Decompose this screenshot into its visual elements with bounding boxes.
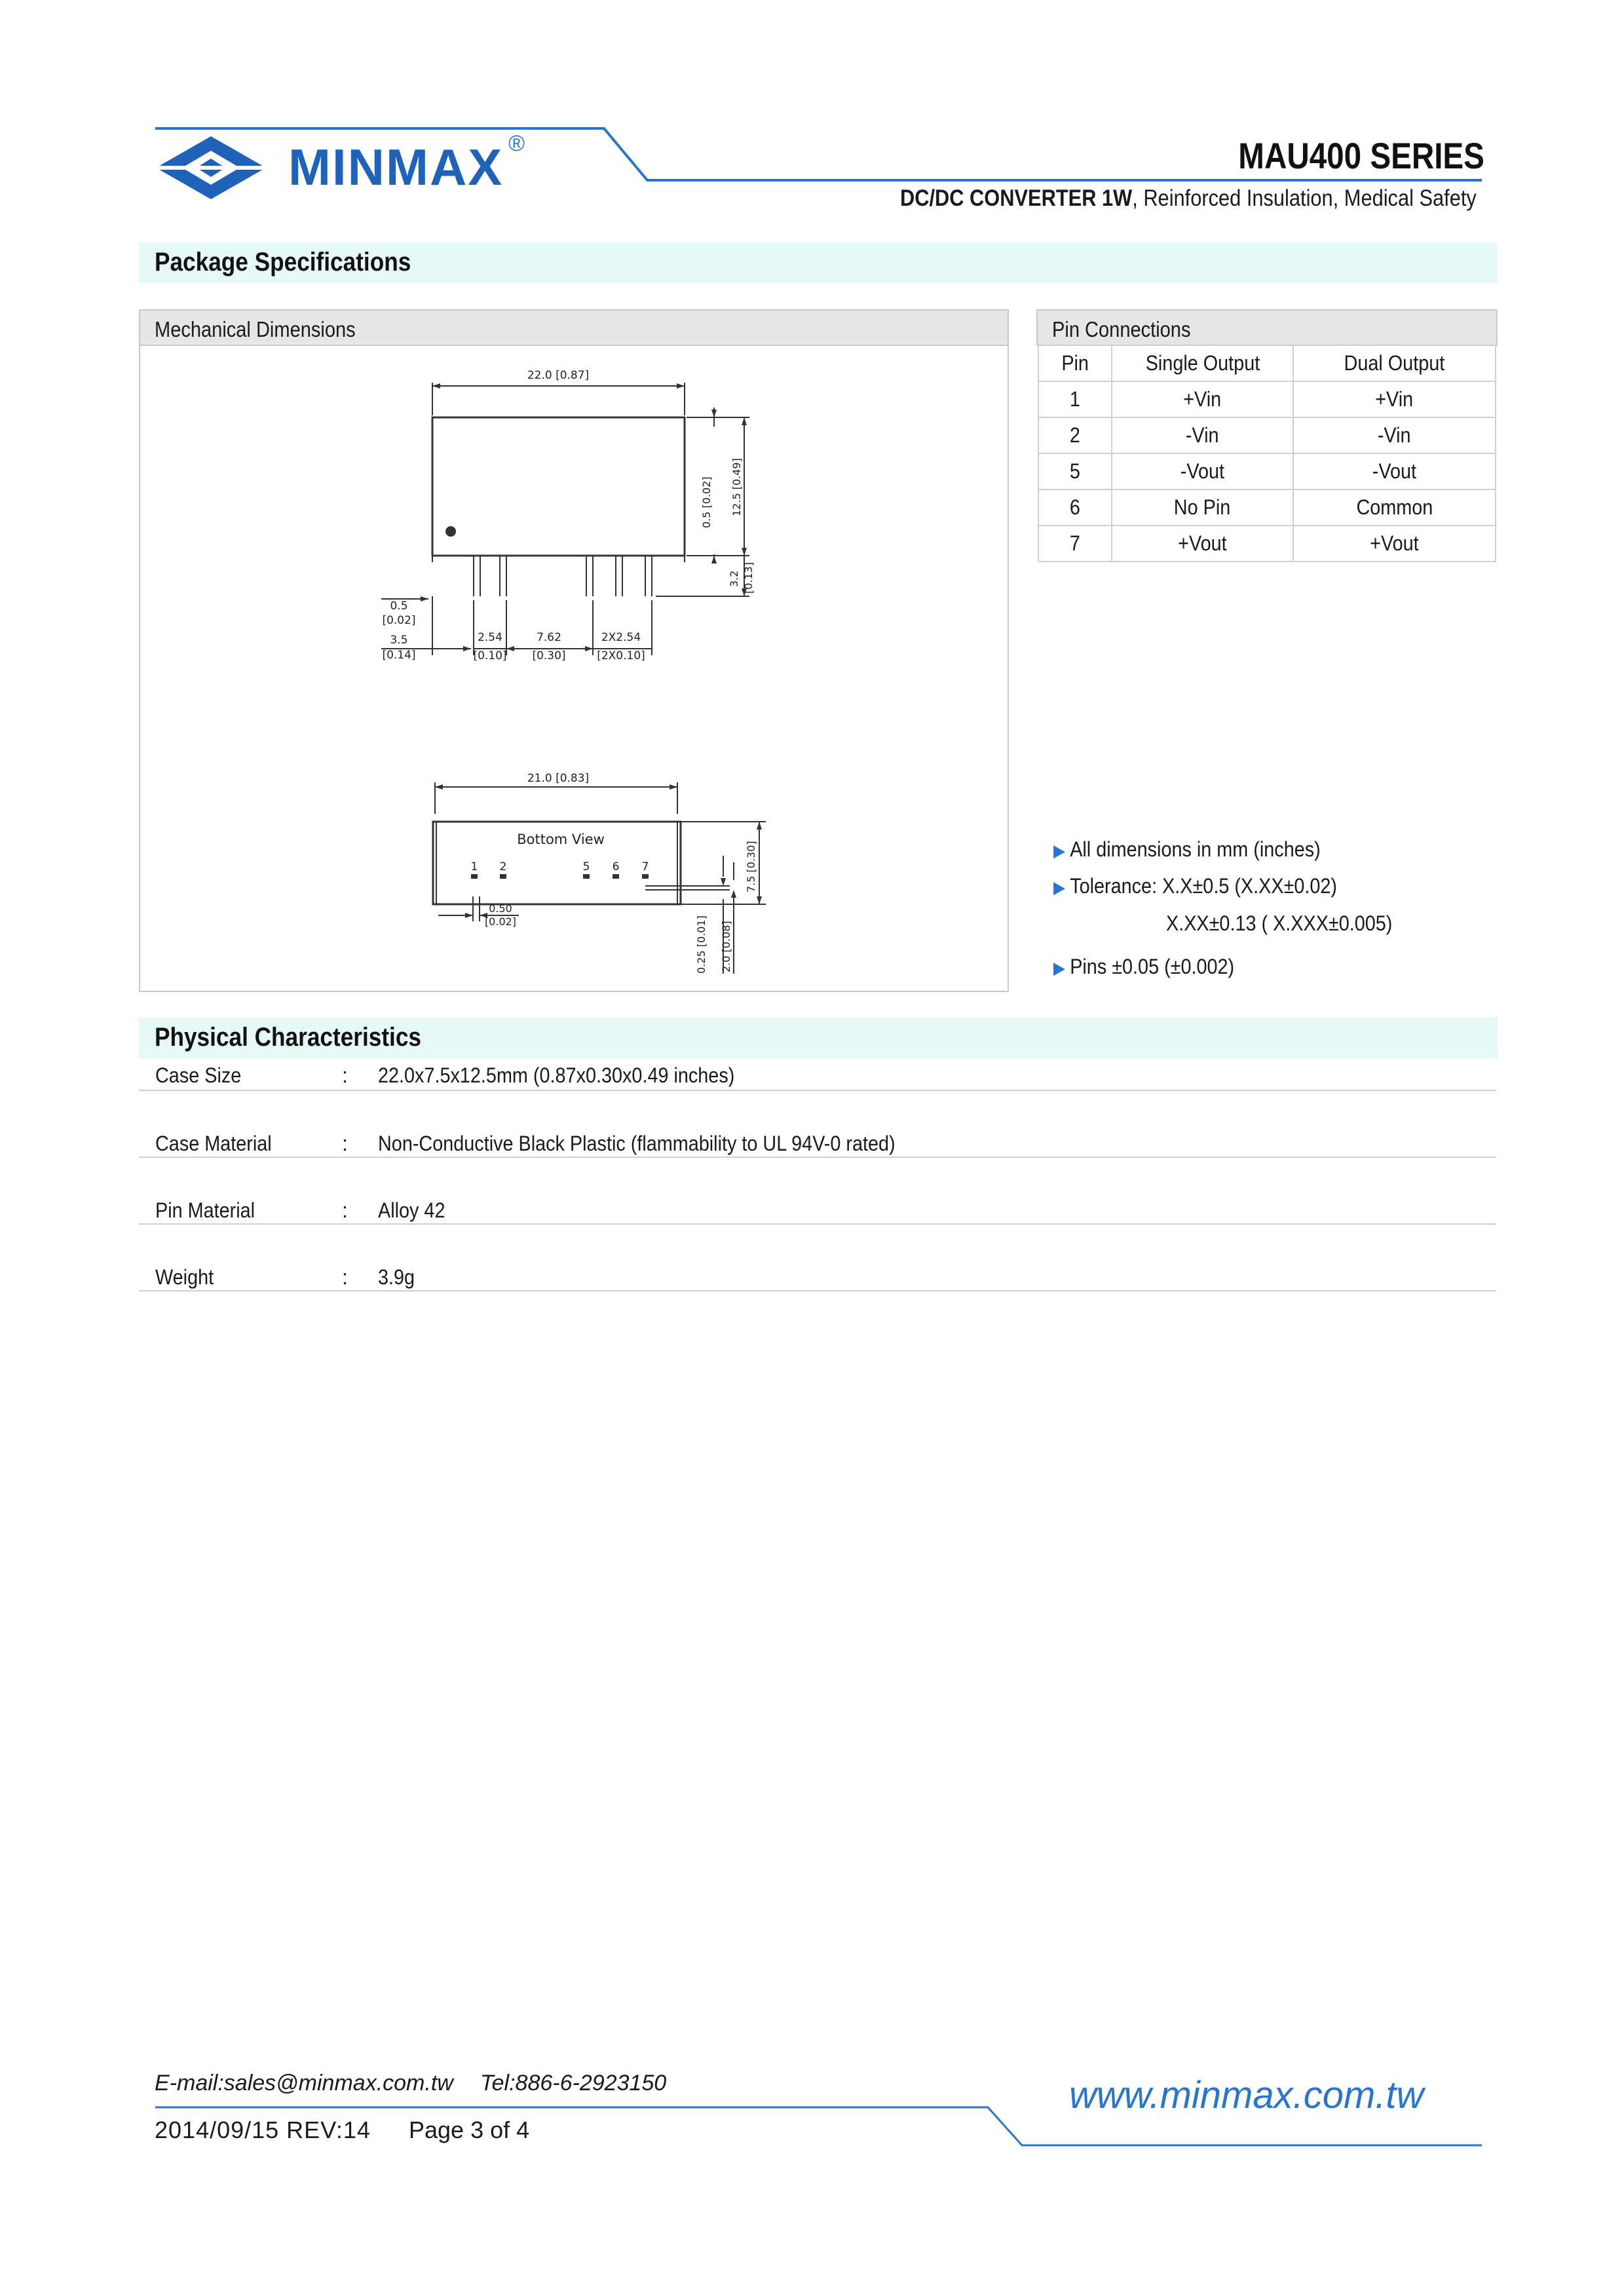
pin-number: 7 [1038,526,1112,562]
pin-connections-panel [1036,309,1498,346]
pin-col-header: Pin [1038,345,1112,381]
single-output-col-header: Single Output [1112,345,1293,381]
table-row [1038,417,1496,453]
dim-pin-depth: 2.0 [0.08] [720,921,732,972]
dim-height-total: 12.5 [0.49] [730,458,743,516]
single-output-function: -Vin [1112,417,1293,453]
dim-pin-thickness: 0.25 [0.01] [695,915,708,974]
series-title: MAU400 SERIES [1238,135,1484,176]
bottom-view-label: Bottom View [517,832,605,847]
pin-panel-head [1038,311,1496,346]
pin-table-header-row [1038,345,1496,381]
physical-row-case-material [139,1091,1496,1158]
product-subtitle [900,185,1477,212]
physical-row-case-size [139,1027,1496,1091]
physical-label: Case Size [155,1063,242,1087]
mechanical-panel-head [140,311,1008,346]
dim-left-offset-a: 0.5 [390,600,408,613]
physical-value: Non-Conductive Black Plastic (flammability to UL 94V-0 rated) [378,1132,896,1155]
dim-pin-width: 0.50 [489,902,512,915]
dual-output-function: -Vout [1293,453,1496,489]
dim-inner-gap: 0.5 [0.02] [700,476,713,528]
pin-label-5: 5 [582,860,590,873]
dim-depth: 7.5 [0.30] [745,841,757,892]
physical-section-title: Physical Characteristics [155,1023,421,1052]
note-dimensions: ▶ All dimensions in mm (inches) [1053,837,1321,861]
dual-output-col-header: Dual Output [1293,345,1496,381]
physical-value: Alloy 42 [378,1198,445,1222]
dim-span: 7.62 [537,631,561,644]
dim-double-pitch-in: [2X0.10] [597,649,645,662]
footer-email[interactable]: E-mail:sales@minmax.com.tw [155,2071,453,2095]
dim-bottom-width: 21.0 [0.83] [527,772,590,785]
physical-colon: : [342,1198,348,1222]
bullet-arrow-icon: ▶ [1053,841,1065,860]
physical-label: Weight [155,1265,214,1289]
dim-span-in: [0.30] [532,649,566,662]
dim-pin-width-in: [0.02] [484,915,517,928]
physical-value: 22.0x7.5x12.5mm (0.87x0.30x0.49 inches) [378,1063,735,1087]
pin-label-6: 6 [612,860,620,873]
brand-name: MINMAX [288,138,504,196]
dual-output-function: Common [1293,489,1496,526]
dim-double-pitch: 2X2.54 [601,631,641,644]
dim-left-offset-b: 3.5 [390,634,408,647]
physical-row-weight [139,1225,1496,1292]
pin-label-1: 1 [470,860,478,873]
physical-value: 3.9g [378,1265,415,1289]
registered-mark: ® [508,131,525,156]
mechanical-drawing [140,345,1005,988]
physical-colon: : [342,1063,348,1087]
table-row [1038,453,1496,489]
dual-output-function: -Vin [1293,417,1496,453]
minmax-logo-icon [155,135,267,201]
pin-number: 5 [1038,453,1112,489]
pin-number: 2 [1038,417,1112,453]
package-section-title: Package Specifications [155,248,411,277]
dim-left-offset-b-in: [0.14] [382,649,416,662]
physical-colon: : [342,1132,348,1155]
note-pins: ▶ Pins ±0.05 (±0.002) [1053,955,1235,978]
subtitle-bold: DC/DC CONVERTER 1W [900,185,1133,211]
footer-tel: Tel:886-6-2923150 [480,2071,667,2095]
single-output-function: +Vin [1112,381,1293,417]
dim-pitch: 2.54 [478,631,502,644]
pin-label-2: 2 [499,860,507,873]
dim-pitch-in: [0.10] [473,649,507,662]
physical-row-pin-material [139,1158,1496,1225]
single-output-function: +Vout [1112,526,1293,562]
note-tolerance-fine: X.XX±0.13 ( X.XXX±0.005) [1166,911,1393,935]
physical-label: Pin Material [155,1198,255,1222]
dim-left-offset-a-in: [0.02] [382,614,416,627]
pin-panel-title: Pin Connections [1052,317,1191,341]
table-row [1038,526,1496,562]
pin-number: 1 [1038,381,1112,417]
dim-top-width: 22.0 [0.87] [527,369,590,382]
pin-connections-table [1038,345,1496,562]
dim-pin-length: 3.2 [728,570,740,587]
single-output-function: No Pin [1112,489,1293,526]
bullet-arrow-icon: ▶ [1053,958,1065,978]
physical-label: Case Material [155,1132,272,1155]
dual-output-function: +Vin [1293,381,1496,417]
footer-page-number: Page 3 of 4 [409,2116,530,2143]
table-row [1038,381,1496,417]
dim-pin-length-in: [0.13] [742,562,755,594]
single-output-function: -Vout [1112,453,1293,489]
pin-number: 6 [1038,489,1112,526]
footer-website-link[interactable]: www.minmax.com.tw [1069,2074,1424,2116]
physical-colon: : [342,1265,348,1289]
footer-revision-date: 2014/09/15 REV:14 [155,2116,371,2143]
dual-output-function: +Vout [1293,526,1496,562]
note-tolerance: ▶ Tolerance: X.X±0.5 (X.XX±0.02) [1053,874,1338,898]
subtitle-rest: , Reinforced Insulation, Medical Safety [1132,185,1477,211]
table-row [1038,489,1496,526]
mechanical-panel-title: Mechanical Dimensions [155,317,356,341]
pin-label-7: 7 [641,860,649,873]
bullet-arrow-icon: ▶ [1053,877,1065,897]
